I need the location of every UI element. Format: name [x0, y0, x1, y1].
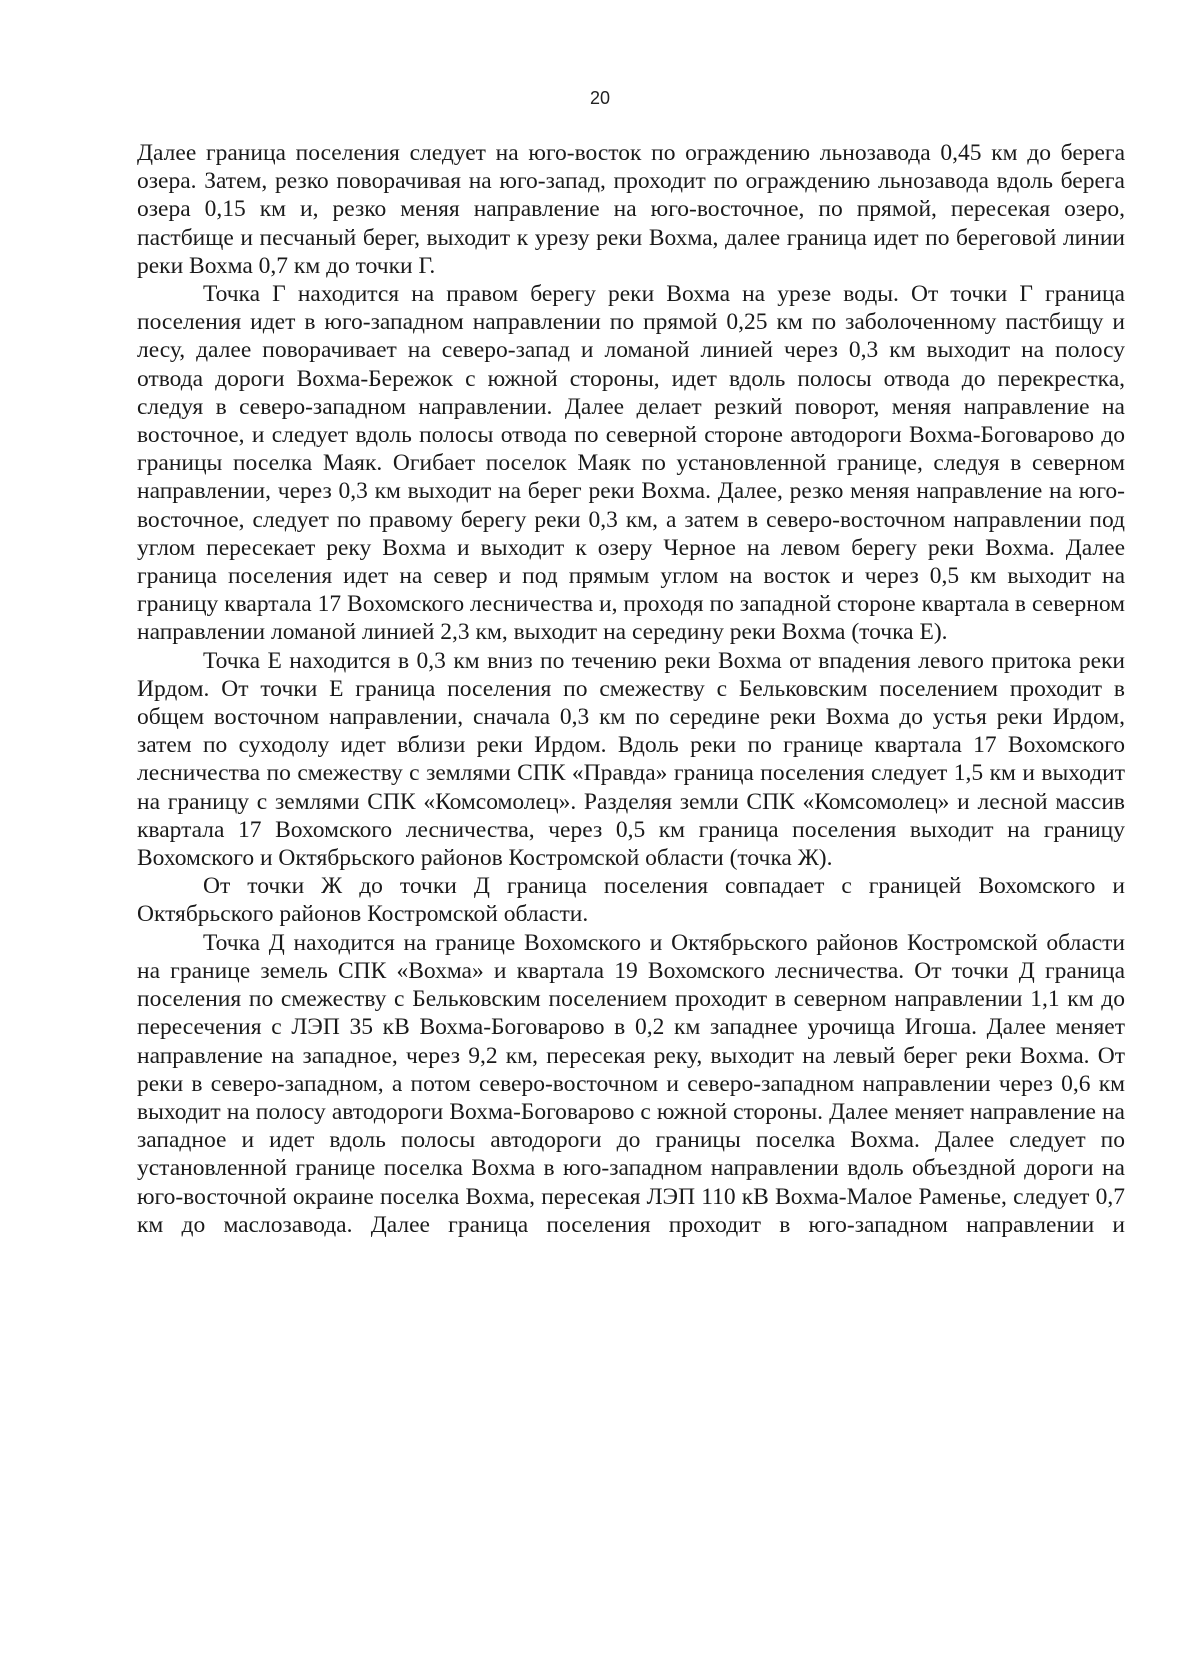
paragraph-point-zh-to-d: От точки Ж до точки Д граница поселения совпадает с границей Вохомского и Октябрьского районов Костромской области.	[137, 873, 1125, 928]
paragraph-point-g: Точка Г находится на правом берегу реки Вохма на урезе воды. От точки Г граница поселения идет в юго-западном направлении по прямой 0,25 км по заболоченному пастбищу и лесу, далее поворачивает на северо-запад и ломаной линией через 0,3 км выходит на полосу отвода дороги Вохма-Бережок с южной стороны, идет вдоль полосы отвода до перекрестка, следуя в северо-западном направлении. Далее делает резкий поворот, меняя направление на восточное, и следует вдоль полосы отвода по северной стороне автодороги Вохма-Боговарово до границы поселка Маяк. Огибает поселок Маяк по установленной границе, следуя в северном направлении, через 0,3 км выходит на берег реки Вохма. Далее, резко меняя направление на юго-восточное, следует по правому берегу реки 0,3 км, а затем в северо-восточном направлении под углом пересекает реку Вохма и выходит к озеру Черное на левом берегу реки Вохма. Далее граница поселения идет на север и под прямым углом на восток и через 0,5 км выходит на границу квартала 17 Вохомского лесничества и, проходя по западной стороне квартала в северном направлении ломаной линией 2,3 км, выходит на середину реки Вохма (точка Е).	[137, 281, 1125, 646]
document-body	[137, 139, 1125, 1239]
paragraph-boundary-to-point-g: Далее граница поселения следует на юго-восток по ограждению льнозавода 0,45 км до берега озера. Затем, резко поворачивая на юго-запад, проходит по ограждению льнозавода вдоль берега озера 0,15 км и, резко меняя направление на юго-восточное, по прямой, пересекая озеро, пастбище и песчаный берег, выходит к урезу реки Вохма, далее граница идет по береговой линии реки Вохма 0,7 км до точки Г.	[137, 140, 1125, 279]
paragraph-point-d: Точка Д находится на границе Вохомского и Октябрьского районов Костромской области на границе земель СПК «Вохма» и квартала 19 Вохомского лесничества. От точки Д граница поселения по смежеству с Бельковским поселением проходит в северном направлении 1,1 км до пересечения с ЛЭП 35 кВ Вохма-Боговарово в 0,2 км западнее урочища Игоша. Далее меняет направление на западное, через 9,2 км, пересекая реку, выходит на левый берег реки Вохма. От реки в северо-западном, а потом северо-восточном и северо-западном направлении через 0,6 км выходит на полосу автодороги Вохма-Боговарово с южной стороны. Далее меняет направление на западное и идет вдоль полосы автодороги до границы поселка Вохма. Далее следует по установленной границе поселка Вохма в юго-западном направлении вдоль объездной дороги на юго-восточной окраине поселка Вохма, пересекая ЛЭП 110 кВ Вохма-Малое Раменье, следует 0,7 км до маслозавода. Далее граница поселения проходит в юго-западном направлении и	[137, 929, 1125, 1238]
page-number: 20	[589, 88, 611, 108]
paragraph-point-e: Точка Е находится в 0,3 км вниз по течению реки Вохма от впадения левого притока реки Ирдом. От точки Е граница поселения по смежеству с Бельковским поселением проходит в общем восточном направлении, сначала 0,3 км по середине реки Вохма до устья реки Ирдом, затем по суходолу идет вблизи реки Ирдом. Вдоль реки по границе квартала 17 Вохомского лесничества по смежеству с землями СПК «Правда» граница поселения следует 1,5 км и выходит на границу с землями СПК «Комсомолец». Разделяя земли СПК «Комсомолец» и лесной массив квартала 17 Вохомского лесничества, через 0,5 км граница поселения выходит на границу Вохомского и Октябрьского районов Костромской области (точка Ж).	[137, 647, 1125, 872]
